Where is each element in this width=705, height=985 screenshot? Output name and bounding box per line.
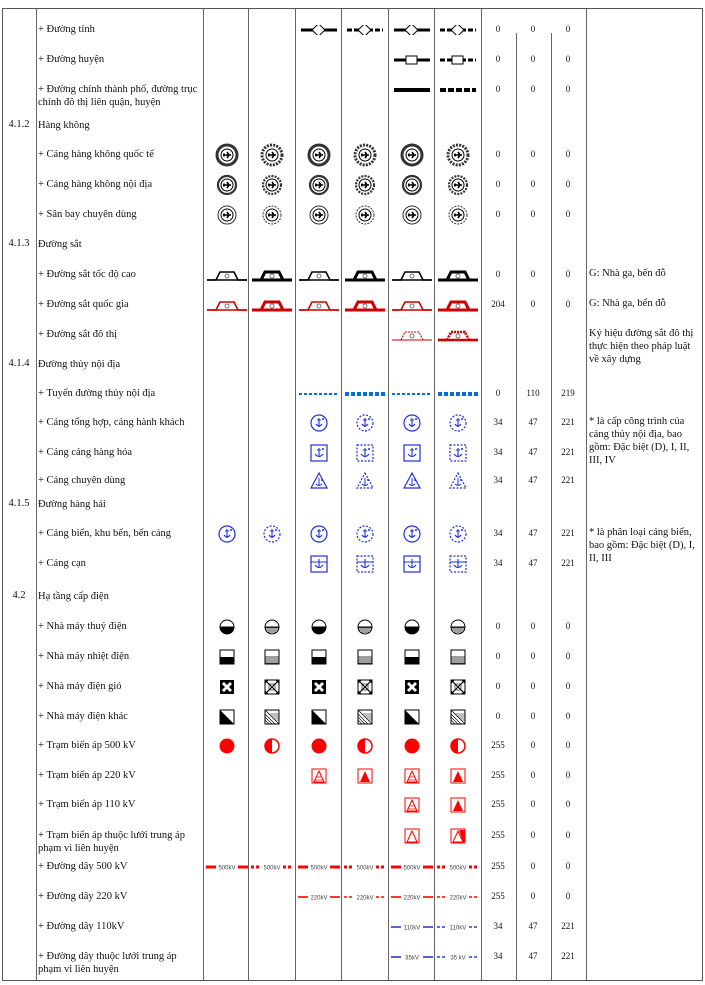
- high-speed-rail-symbol: [436, 263, 480, 287]
- power-line-mv-symbol: [436, 945, 480, 969]
- rgb-value: 34: [493, 558, 503, 568]
- rgb-value: 0: [565, 84, 571, 94]
- dry-port-anchor-icon: [436, 552, 480, 576]
- international-airport-icon: [297, 143, 341, 167]
- item-name: + Đường sắt quốc gia: [38, 299, 129, 310]
- rgb-value: 221: [561, 475, 575, 485]
- item-name: + Đường sắt tốc độ cao: [38, 269, 136, 280]
- inland-waterway-symbol: [297, 382, 341, 406]
- power-line-500kv-symbol: [297, 855, 341, 879]
- rgb-value: 0: [495, 84, 501, 94]
- rgb-value: 0: [565, 54, 571, 64]
- other-power-plant-icon: [436, 705, 480, 729]
- rgb-value: 0: [530, 651, 536, 661]
- special-airfield-icon: [390, 203, 434, 227]
- special-airfield-icon: [436, 203, 480, 227]
- passenger-port-anchor-icon: [343, 411, 387, 435]
- section-code: 4.1.4: [8, 358, 30, 369]
- rgb-value: 0: [530, 711, 536, 721]
- high-speed-rail-symbol: [250, 263, 294, 287]
- item-name: + Đường tỉnh: [38, 24, 95, 35]
- note-text: G: Nhà ga, bến đỗ: [589, 298, 666, 309]
- rgb-value: 47: [528, 447, 538, 457]
- power-line-220kv-symbol: [343, 885, 387, 909]
- national-rail-symbol: [205, 293, 249, 317]
- rgb-value: 255: [491, 830, 505, 840]
- power-line-110kv-symbol: [436, 915, 480, 939]
- rgb-value: 0: [530, 681, 536, 691]
- special-airfield-icon: [297, 203, 341, 227]
- item-name: + Nhà máy điện khác: [38, 711, 128, 722]
- svg-text:110kV: 110kV: [449, 925, 467, 932]
- rgb-value: 0: [530, 830, 536, 840]
- wind-power-plant-icon: [297, 675, 341, 699]
- item-name: + Đường dây 500 kV: [38, 861, 128, 872]
- rgb-value: 0: [565, 711, 571, 721]
- rgb-value: 34: [493, 951, 503, 961]
- item-name: Hàng không: [38, 120, 90, 131]
- section-code: 4.1.5: [8, 498, 30, 509]
- rgb-value: 0: [530, 861, 536, 871]
- international-airport-icon: [343, 143, 387, 167]
- rgb-value: 204: [491, 299, 505, 309]
- rgb-value: 0: [530, 891, 536, 901]
- thermal-power-plant-icon: [205, 645, 249, 669]
- rgb-value: 0: [530, 621, 536, 631]
- item-name: + Cảng hàng không quốc tế: [38, 149, 154, 160]
- substation-500kv-icon: [343, 734, 387, 758]
- item-name: + Đường dây 110kV: [38, 921, 125, 932]
- national-rail-symbol: [390, 293, 434, 317]
- rgb-value: 47: [528, 417, 538, 427]
- national-rail-symbol: [250, 293, 294, 317]
- high-speed-rail-symbol: [390, 263, 434, 287]
- national-rail-symbol: [297, 293, 341, 317]
- rgb-value: 0: [565, 299, 571, 309]
- thermal-power-plant-icon: [297, 645, 341, 669]
- provincial-road-symbol: [297, 18, 341, 42]
- substation-500kv-icon: [297, 734, 341, 758]
- international-airport-icon: [250, 143, 294, 167]
- item-name: + Cảng chuyên dùng: [38, 475, 126, 486]
- passenger-port-anchor-icon: [297, 411, 341, 435]
- item-name: + Cảng tổng hợp, cảng hành khách: [38, 417, 185, 428]
- svg-text:500kV: 500kV: [403, 865, 421, 872]
- rgb-value: 0: [495, 269, 501, 279]
- rgb-value: 221: [561, 558, 575, 568]
- high-speed-rail-symbol: [297, 263, 341, 287]
- seaport-anchor-icon: [343, 522, 387, 546]
- power-line-110kv-symbol: [390, 915, 434, 939]
- special-port-anchor-icon: [297, 469, 341, 493]
- item-name: + Đường chính thành phố, đường trục chính đô thị liên quận, huyện: [38, 84, 198, 108]
- rgb-value: 0: [565, 681, 571, 691]
- other-power-plant-icon: [250, 705, 294, 729]
- wind-power-plant-icon: [343, 675, 387, 699]
- col-divider: [434, 9, 435, 980]
- note-text: * là phân loại cảng biển, bao gồm: Đặc biệt (D), I, II, III: [589, 527, 695, 564]
- high-speed-rail-symbol: [205, 263, 249, 287]
- rgb-value: 0: [495, 621, 501, 631]
- rgb-value: 34: [493, 475, 503, 485]
- note-text: Ký hiệu đường sắt đô thị thực hiện theo pháp luật về xây dựng: [589, 328, 694, 365]
- special-airfield-icon: [343, 203, 387, 227]
- thermal-power-plant-icon: [436, 645, 480, 669]
- item-name: + Trạm biến áp 220 kV: [38, 770, 136, 781]
- item-name: + Nhà máy điện gió: [38, 681, 122, 692]
- col-divider: [388, 9, 389, 980]
- inland-waterway-symbol: [343, 382, 387, 406]
- substation-220kv-icon: [436, 764, 480, 788]
- item-name: Đường sắt: [38, 239, 82, 250]
- other-power-plant-icon: [343, 705, 387, 729]
- col-divider: [341, 9, 342, 980]
- wind-power-plant-icon: [205, 675, 249, 699]
- urban-rail-symbol: [390, 323, 434, 347]
- passenger-port-anchor-icon: [436, 411, 480, 435]
- note-text: * là cấp công trình của cảng thủy nội địa, bao gồm: Đặc biệt (D), I, II, III, IV: [589, 416, 690, 466]
- inland-waterway-symbol: [436, 382, 480, 406]
- item-name: Đường hàng hải: [38, 499, 106, 510]
- rgb-value: 0: [565, 621, 571, 631]
- rgb-value: 0: [565, 740, 571, 750]
- svg-text:220kV: 220kV: [403, 895, 421, 902]
- hydropower-plant-icon: [250, 615, 294, 639]
- rgb-value: 255: [491, 891, 505, 901]
- item-name: + Trạm biến áp thuộc lưới trung áp phạm vi liên huyện: [38, 830, 185, 854]
- rgb-value: 0: [530, 179, 536, 189]
- rgb-value: 47: [528, 528, 538, 538]
- national-rail-symbol: [436, 293, 480, 317]
- rgb-value: 0: [495, 651, 501, 661]
- substation-mv-icon: [390, 824, 434, 848]
- section-code: 4.1.3: [8, 238, 30, 249]
- rgb-value: 255: [491, 799, 505, 809]
- note-text: G: Nhà ga, bến đỗ: [589, 268, 666, 279]
- district-road-symbol: [436, 48, 480, 72]
- international-airport-icon: [390, 143, 434, 167]
- rgb-value: 255: [491, 770, 505, 780]
- rgb-value: 0: [565, 179, 571, 189]
- substation-500kv-icon: [390, 734, 434, 758]
- substation-500kv-icon: [205, 734, 249, 758]
- special-port-anchor-icon: [436, 469, 480, 493]
- svg-text:220kV: 220kV: [310, 895, 328, 902]
- substation-110kv-icon: [436, 793, 480, 817]
- urban-main-road-symbol: [436, 78, 480, 102]
- rgb-value: 0: [495, 54, 501, 64]
- item-name: + Đường dây thuộc lưới trung áp phạm vi liên huyện: [38, 951, 177, 975]
- cargo-port-anchor-icon: [343, 441, 387, 465]
- rgb-value: 0: [565, 149, 571, 159]
- item-name: + Tuyến đường thủy nội địa: [38, 388, 156, 399]
- domestic-airport-icon: [390, 173, 434, 197]
- rgb-value: 0: [530, 799, 536, 809]
- rgb-value: 219: [561, 388, 575, 398]
- provincial-road-symbol: [436, 18, 480, 42]
- urban-main-road-symbol: [390, 78, 434, 102]
- domestic-airport-icon: [250, 173, 294, 197]
- item-name: + Cảng cảng hàng hóa: [38, 447, 132, 458]
- svg-text:500kV: 500kV: [449, 865, 467, 872]
- cargo-port-anchor-icon: [436, 441, 480, 465]
- inland-waterway-symbol: [390, 382, 434, 406]
- substation-220kv-icon: [390, 764, 434, 788]
- item-name: + Đường sắt đô thị: [38, 329, 117, 340]
- rgb-value: 47: [528, 558, 538, 568]
- rgb-value: 47: [528, 475, 538, 485]
- power-line-500kv-symbol: [343, 855, 387, 879]
- power-line-500kv-symbol: [390, 855, 434, 879]
- seaport-anchor-icon: [436, 522, 480, 546]
- wind-power-plant-icon: [250, 675, 294, 699]
- section-code: 4.1.2: [8, 119, 30, 130]
- rgb-value: 0: [530, 54, 536, 64]
- domestic-airport-icon: [343, 173, 387, 197]
- power-line-220kv-symbol: [390, 885, 434, 909]
- rgb-value: 47: [528, 951, 538, 961]
- urban-rail-symbol: [436, 323, 480, 347]
- substation-500kv-icon: [436, 734, 480, 758]
- hydropower-plant-icon: [436, 615, 480, 639]
- substation-110kv-icon: [390, 793, 434, 817]
- rgb-value: 0: [495, 711, 501, 721]
- rgb-value: 0: [565, 24, 571, 34]
- rgb-value: 255: [491, 861, 505, 871]
- cargo-port-anchor-icon: [390, 441, 434, 465]
- power-line-500kv-symbol: [436, 855, 480, 879]
- substation-220kv-icon: [343, 764, 387, 788]
- rgb-value: 0: [495, 388, 501, 398]
- seaport-anchor-icon: [297, 522, 341, 546]
- svg-text:500kV: 500kV: [218, 865, 236, 872]
- thermal-power-plant-icon: [390, 645, 434, 669]
- cargo-port-anchor-icon: [297, 441, 341, 465]
- rgb-value: 0: [565, 891, 571, 901]
- rgb-value: 0: [530, 299, 536, 309]
- svg-text:35kV: 35kV: [405, 955, 419, 962]
- passenger-port-anchor-icon: [390, 411, 434, 435]
- dry-port-anchor-icon: [390, 552, 434, 576]
- provincial-road-symbol: [343, 18, 387, 42]
- seaport-anchor-icon: [390, 522, 434, 546]
- section-code: 4.2: [12, 590, 26, 601]
- rgb-value: 0: [565, 269, 571, 279]
- wind-power-plant-icon: [436, 675, 480, 699]
- hydropower-plant-icon: [205, 615, 249, 639]
- item-name: + Đường dây 220 kV: [38, 891, 128, 902]
- rgb-value: 34: [493, 921, 503, 931]
- other-power-plant-icon: [205, 705, 249, 729]
- hydropower-plant-icon: [297, 615, 341, 639]
- item-name: + Sân bay chuyên dùng: [38, 209, 137, 220]
- col-divider: [203, 9, 204, 980]
- district-road-symbol: [390, 48, 434, 72]
- rgb-value: 0: [495, 149, 501, 159]
- provincial-road-symbol: [390, 18, 434, 42]
- svg-text:220kV: 220kV: [449, 895, 467, 902]
- item-name: Đường thủy nội địa: [38, 359, 121, 370]
- dry-port-anchor-icon: [297, 552, 341, 576]
- col-divider: [36, 9, 37, 980]
- rgb-value: 34: [493, 528, 503, 538]
- rgb-value: 221: [561, 417, 575, 427]
- dry-port-anchor-icon: [343, 552, 387, 576]
- item-name: + Trạm biến áp 500 kV: [38, 740, 136, 751]
- power-line-220kv-symbol: [436, 885, 480, 909]
- special-airfield-icon: [250, 203, 294, 227]
- other-power-plant-icon: [390, 705, 434, 729]
- international-airport-icon: [205, 143, 249, 167]
- col-divider: [586, 9, 587, 980]
- substation-mv-icon: [436, 824, 480, 848]
- rgb-value: 221: [561, 951, 575, 961]
- hydropower-plant-icon: [390, 615, 434, 639]
- domestic-airport-icon: [297, 173, 341, 197]
- rgb-value: 255: [491, 740, 505, 750]
- rgb-value: 0: [495, 681, 501, 691]
- rgb-value: 0: [530, 209, 536, 219]
- high-speed-rail-symbol: [343, 263, 387, 287]
- item-name: + Cảng biển, khu bến, bến cảng: [38, 528, 172, 539]
- international-airport-icon: [436, 143, 480, 167]
- item-name: + Cảng hàng không nội địa: [38, 179, 153, 190]
- rgb-value: 0: [530, 770, 536, 780]
- item-name: + Nhà máy thuỷ điện: [38, 621, 127, 632]
- seaport-anchor-icon: [205, 522, 249, 546]
- item-name: + Đường huyện: [38, 54, 105, 65]
- item-name: + Cảng cạn: [38, 558, 86, 569]
- svg-text:35 kV: 35 kV: [450, 955, 466, 962]
- rgb-value: 0: [565, 861, 571, 871]
- item-name: Hạ tầng cấp điện: [38, 591, 109, 602]
- rgb-value: 221: [561, 447, 575, 457]
- rgb-value: 221: [561, 921, 575, 931]
- rgb-value: 0: [565, 830, 571, 840]
- rgb-value: 0: [530, 740, 536, 750]
- domestic-airport-icon: [205, 173, 249, 197]
- rgb-value: 110: [526, 388, 540, 398]
- rgb-value: 0: [565, 770, 571, 780]
- other-power-plant-icon: [297, 705, 341, 729]
- rgb-value: 0: [530, 84, 536, 94]
- item-name: + Trạm biến áp 110 kV: [38, 799, 136, 810]
- wind-power-plant-icon: [390, 675, 434, 699]
- rgb-value: 0: [495, 209, 501, 219]
- domestic-airport-icon: [436, 173, 480, 197]
- rgb-value: 0: [530, 149, 536, 159]
- col-divider: [295, 9, 296, 980]
- power-line-mv-symbol: [390, 945, 434, 969]
- rgb-value: 0: [495, 24, 501, 34]
- svg-text:500kV: 500kV: [263, 865, 281, 872]
- svg-text:500kV: 500kV: [310, 865, 328, 872]
- rgb-value: 34: [493, 447, 503, 457]
- special-airfield-icon: [205, 203, 249, 227]
- rgb-value: 47: [528, 921, 538, 931]
- item-name: + Nhà máy nhiệt điện: [38, 651, 130, 662]
- svg-text:220kV: 220kV: [356, 895, 374, 902]
- rgb-value: 221: [561, 528, 575, 538]
- seaport-anchor-icon: [250, 522, 294, 546]
- rgb-value: 0: [495, 179, 501, 189]
- power-line-500kv-symbol: [250, 855, 294, 879]
- substation-220kv-icon: [297, 764, 341, 788]
- power-line-500kv-symbol: [205, 855, 249, 879]
- power-line-220kv-symbol: [297, 885, 341, 909]
- rgb-value: 0: [530, 24, 536, 34]
- special-port-anchor-icon: [390, 469, 434, 493]
- hydropower-plant-icon: [343, 615, 387, 639]
- svg-text:500kV: 500kV: [356, 865, 374, 872]
- svg-text:110kV: 110kV: [403, 925, 421, 932]
- national-rail-symbol: [343, 293, 387, 317]
- rgb-value: 0: [565, 651, 571, 661]
- thermal-power-plant-icon: [343, 645, 387, 669]
- rgb-value: 34: [493, 417, 503, 427]
- rgb-value: 0: [565, 799, 571, 809]
- substation-500kv-icon: [250, 734, 294, 758]
- rgb-value: 0: [530, 269, 536, 279]
- rgb-value: 0: [565, 209, 571, 219]
- thermal-power-plant-icon: [250, 645, 294, 669]
- special-port-anchor-icon: [343, 469, 387, 493]
